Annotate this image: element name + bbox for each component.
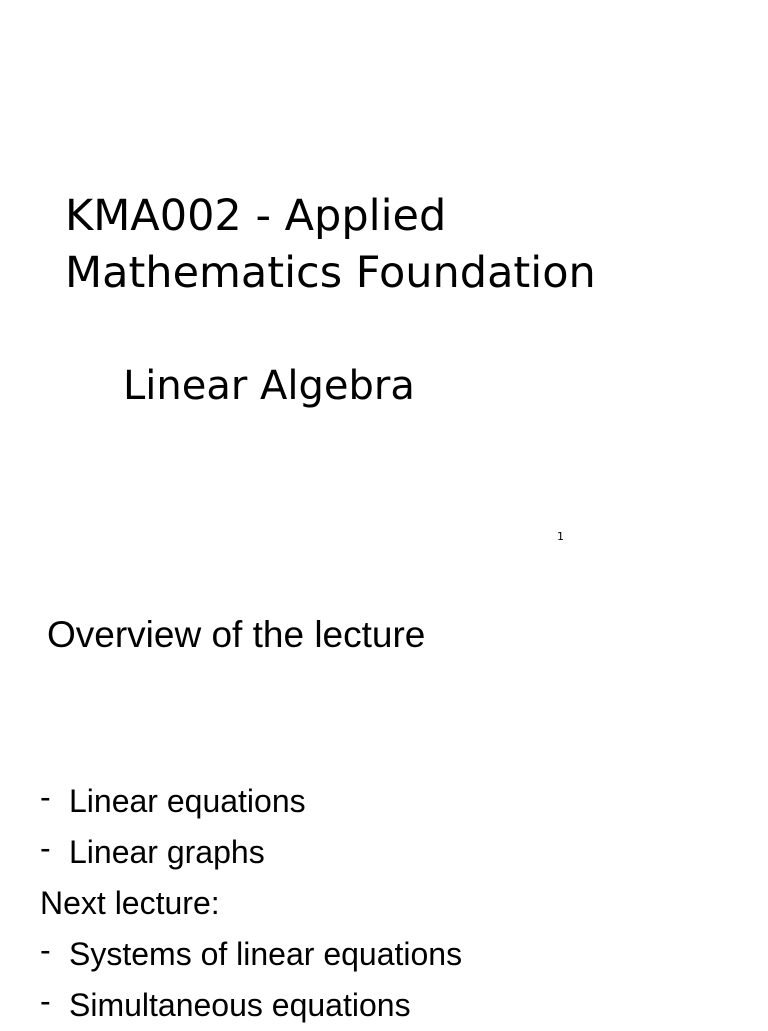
slide-subtitle: Linear Algebra — [123, 363, 415, 409]
list-item-text: Linear equations — [69, 783, 306, 819]
course-title-line-1: KMA002 - Applied — [65, 191, 447, 241]
list-bullet: - — [40, 983, 51, 1019]
list-item-text: Simultaneous equations — [69, 987, 411, 1023]
section-label — [40, 878, 462, 929]
list-item — [40, 980, 462, 1031]
overview-list — [40, 776, 462, 1031]
list-bullet: - — [40, 932, 51, 968]
section-label-text: Next lecture: — [40, 885, 220, 921]
list-item-text: Systems of linear equations — [69, 936, 463, 972]
list-item — [40, 776, 462, 827]
overview-slide — [0, 560, 768, 1024]
overview-title: Overview of the lecture — [47, 614, 426, 655]
list-bullet: - — [40, 830, 51, 866]
list-bullet: - — [40, 779, 51, 815]
course-title-line-2: Mathematics Foundation — [65, 248, 596, 298]
course-title — [65, 188, 596, 302]
list-item — [40, 827, 462, 878]
page-number: 1 — [557, 530, 564, 543]
list-item-text: Linear graphs — [69, 834, 265, 870]
list-item — [40, 929, 462, 980]
